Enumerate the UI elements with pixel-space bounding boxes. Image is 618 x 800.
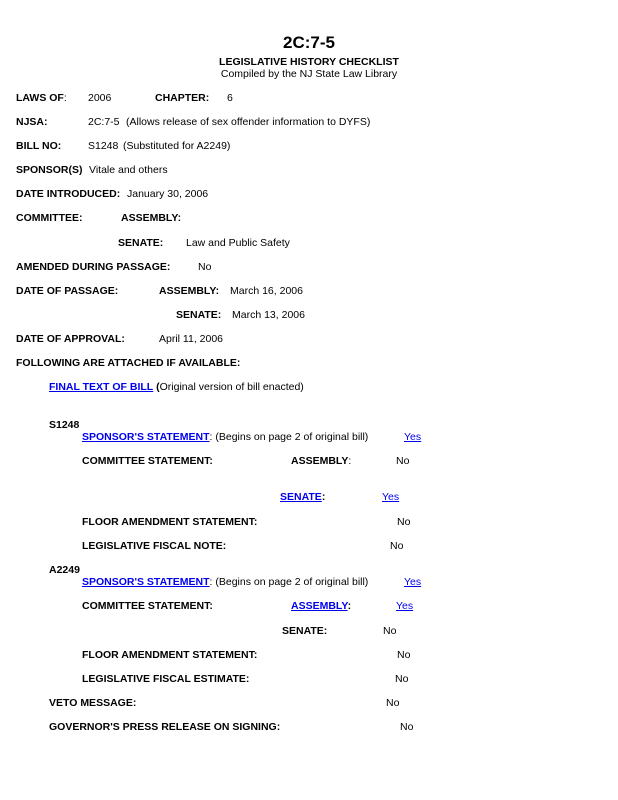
njsa-value: 2C:7-5 bbox=[88, 116, 120, 128]
a2249-fiscal-value: No bbox=[395, 673, 409, 685]
press-release-value: No bbox=[400, 721, 414, 733]
a2249-floor-value: No bbox=[397, 649, 411, 661]
njsa-label: NJSA: bbox=[16, 116, 48, 128]
s1248-senate-row bbox=[280, 492, 325, 503]
sponsors-value: Vitale and others bbox=[89, 164, 168, 176]
s1248-fiscal-label: LEGISLATIVE FISCAL NOTE: bbox=[82, 540, 227, 552]
s1248-sponsor-yes-link[interactable]: Yes bbox=[404, 431, 422, 443]
a2249-sponsor-yes-link[interactable]: Yes bbox=[404, 576, 422, 588]
s1248-assembly-label: ASSEMBLY bbox=[291, 455, 349, 467]
bill-no-value: S1248 bbox=[88, 140, 119, 152]
amended-label: AMENDED DURING PASSAGE: bbox=[16, 261, 171, 273]
bill-no-note: (Substituted for A2249) bbox=[123, 140, 231, 152]
page-subtitle: LEGISLATIVE HISTORY CHECKLIST bbox=[219, 56, 399, 68]
s1248-assembly-value: No bbox=[396, 455, 410, 467]
a2249-sponsor-statement-link[interactable]: SPONSOR'S STATEMENT bbox=[82, 576, 210, 588]
a2249-assembly-link[interactable]: ASSEMBLY bbox=[291, 600, 348, 612]
a2249-committee-label: COMMITTEE STATEMENT: bbox=[82, 600, 213, 612]
date-introduced-label: DATE INTRODUCED: bbox=[16, 188, 121, 200]
amended-value: No bbox=[198, 261, 212, 273]
laws-of-label: LAWS OF bbox=[16, 92, 64, 104]
date-of-passage-label: DATE OF PASSAGE: bbox=[16, 285, 119, 297]
compiled-by: Compiled by the NJ State Law Library bbox=[220, 68, 398, 80]
veto-label: VETO MESSAGE: bbox=[49, 697, 137, 709]
a2249-sponsor-note: : (Begins on page 2 of original bill) bbox=[209, 576, 369, 588]
chapter-value: 6 bbox=[227, 92, 233, 104]
laws-of-row bbox=[16, 93, 67, 104]
a2249-senate-label: SENATE: bbox=[282, 625, 328, 637]
date-of-approval-label: DATE OF APPROVAL: bbox=[16, 333, 125, 345]
a2249-committee-assembly bbox=[291, 601, 351, 612]
a2249-senate-value: No bbox=[383, 625, 397, 637]
committee-senate-value: Law and Public Safety bbox=[186, 237, 290, 249]
final-text-paren: ( bbox=[156, 381, 160, 393]
s1248-sponsor-row bbox=[82, 432, 368, 443]
s1248-floor-value: No bbox=[397, 516, 411, 528]
s1248-heading: S1248 bbox=[49, 419, 80, 431]
s1248-floor-label: FLOOR AMENDMENT STATEMENT: bbox=[82, 516, 258, 528]
njsa-note: (Allows release of sex offender information to DYFS) bbox=[126, 116, 371, 128]
a2249-floor-label: FLOOR AMENDMENT STATEMENT: bbox=[82, 649, 258, 661]
laws-of-colon: : bbox=[63, 92, 67, 104]
date-introduced-value: January 30, 2006 bbox=[127, 188, 209, 200]
a2249-assembly-colon: : bbox=[347, 600, 352, 612]
s1248-assembly-colon: : bbox=[348, 455, 352, 467]
a2249-fiscal-label: LEGISLATIVE FISCAL ESTIMATE: bbox=[82, 673, 250, 685]
s1248-committee-label: COMMITTEE STATEMENT: bbox=[82, 455, 213, 467]
passage-senate-label: SENATE: bbox=[176, 309, 222, 321]
s1248-fiscal-value: No bbox=[390, 540, 404, 552]
s1248-sponsor-statement-link[interactable]: SPONSOR'S STATEMENT bbox=[82, 431, 210, 443]
a2249-assembly-yes-link[interactable]: Yes bbox=[396, 600, 414, 612]
s1248-senate-link[interactable]: SENATE bbox=[280, 491, 322, 503]
final-text-link[interactable]: FINAL TEXT OF BILL bbox=[49, 381, 154, 393]
final-text-row bbox=[49, 382, 304, 393]
chapter-label: CHAPTER: bbox=[155, 92, 210, 104]
date-of-approval-value: April 11, 2006 bbox=[159, 333, 224, 345]
press-release-label: GOVERNOR'S PRESS RELEASE ON SIGNING: bbox=[49, 721, 281, 733]
sponsors-label: SPONSOR(S) bbox=[16, 164, 83, 176]
committee-label: COMMITTEE: bbox=[16, 212, 83, 224]
a2249-sponsor-row bbox=[82, 577, 368, 588]
passage-assembly-value: March 16, 2006 bbox=[230, 285, 303, 297]
committee-senate-label: SENATE: bbox=[118, 237, 164, 249]
veto-value: No bbox=[386, 697, 400, 709]
attached-heading: FOLLOWING ARE ATTACHED IF AVAILABLE: bbox=[16, 357, 241, 369]
s1248-senate-yes-link[interactable]: Yes bbox=[382, 491, 400, 503]
s1248-senate-colon: : bbox=[321, 491, 326, 503]
s1248-sponsor-note: : (Begins on page 2 of original bill) bbox=[209, 431, 369, 443]
final-text-note: Original version of bill enacted) bbox=[159, 381, 304, 393]
a2249-heading: A2249 bbox=[49, 564, 80, 576]
committee-assembly-label: ASSEMBLY: bbox=[121, 212, 182, 224]
s1248-committee-assembly bbox=[291, 456, 351, 467]
passage-senate-value: March 13, 2006 bbox=[232, 309, 305, 321]
passage-assembly-label: ASSEMBLY: bbox=[159, 285, 220, 297]
laws-of-year: 2006 bbox=[88, 92, 112, 104]
page-title: 2C:7-5 bbox=[283, 33, 335, 52]
bill-no-label: BILL NO: bbox=[16, 140, 62, 152]
